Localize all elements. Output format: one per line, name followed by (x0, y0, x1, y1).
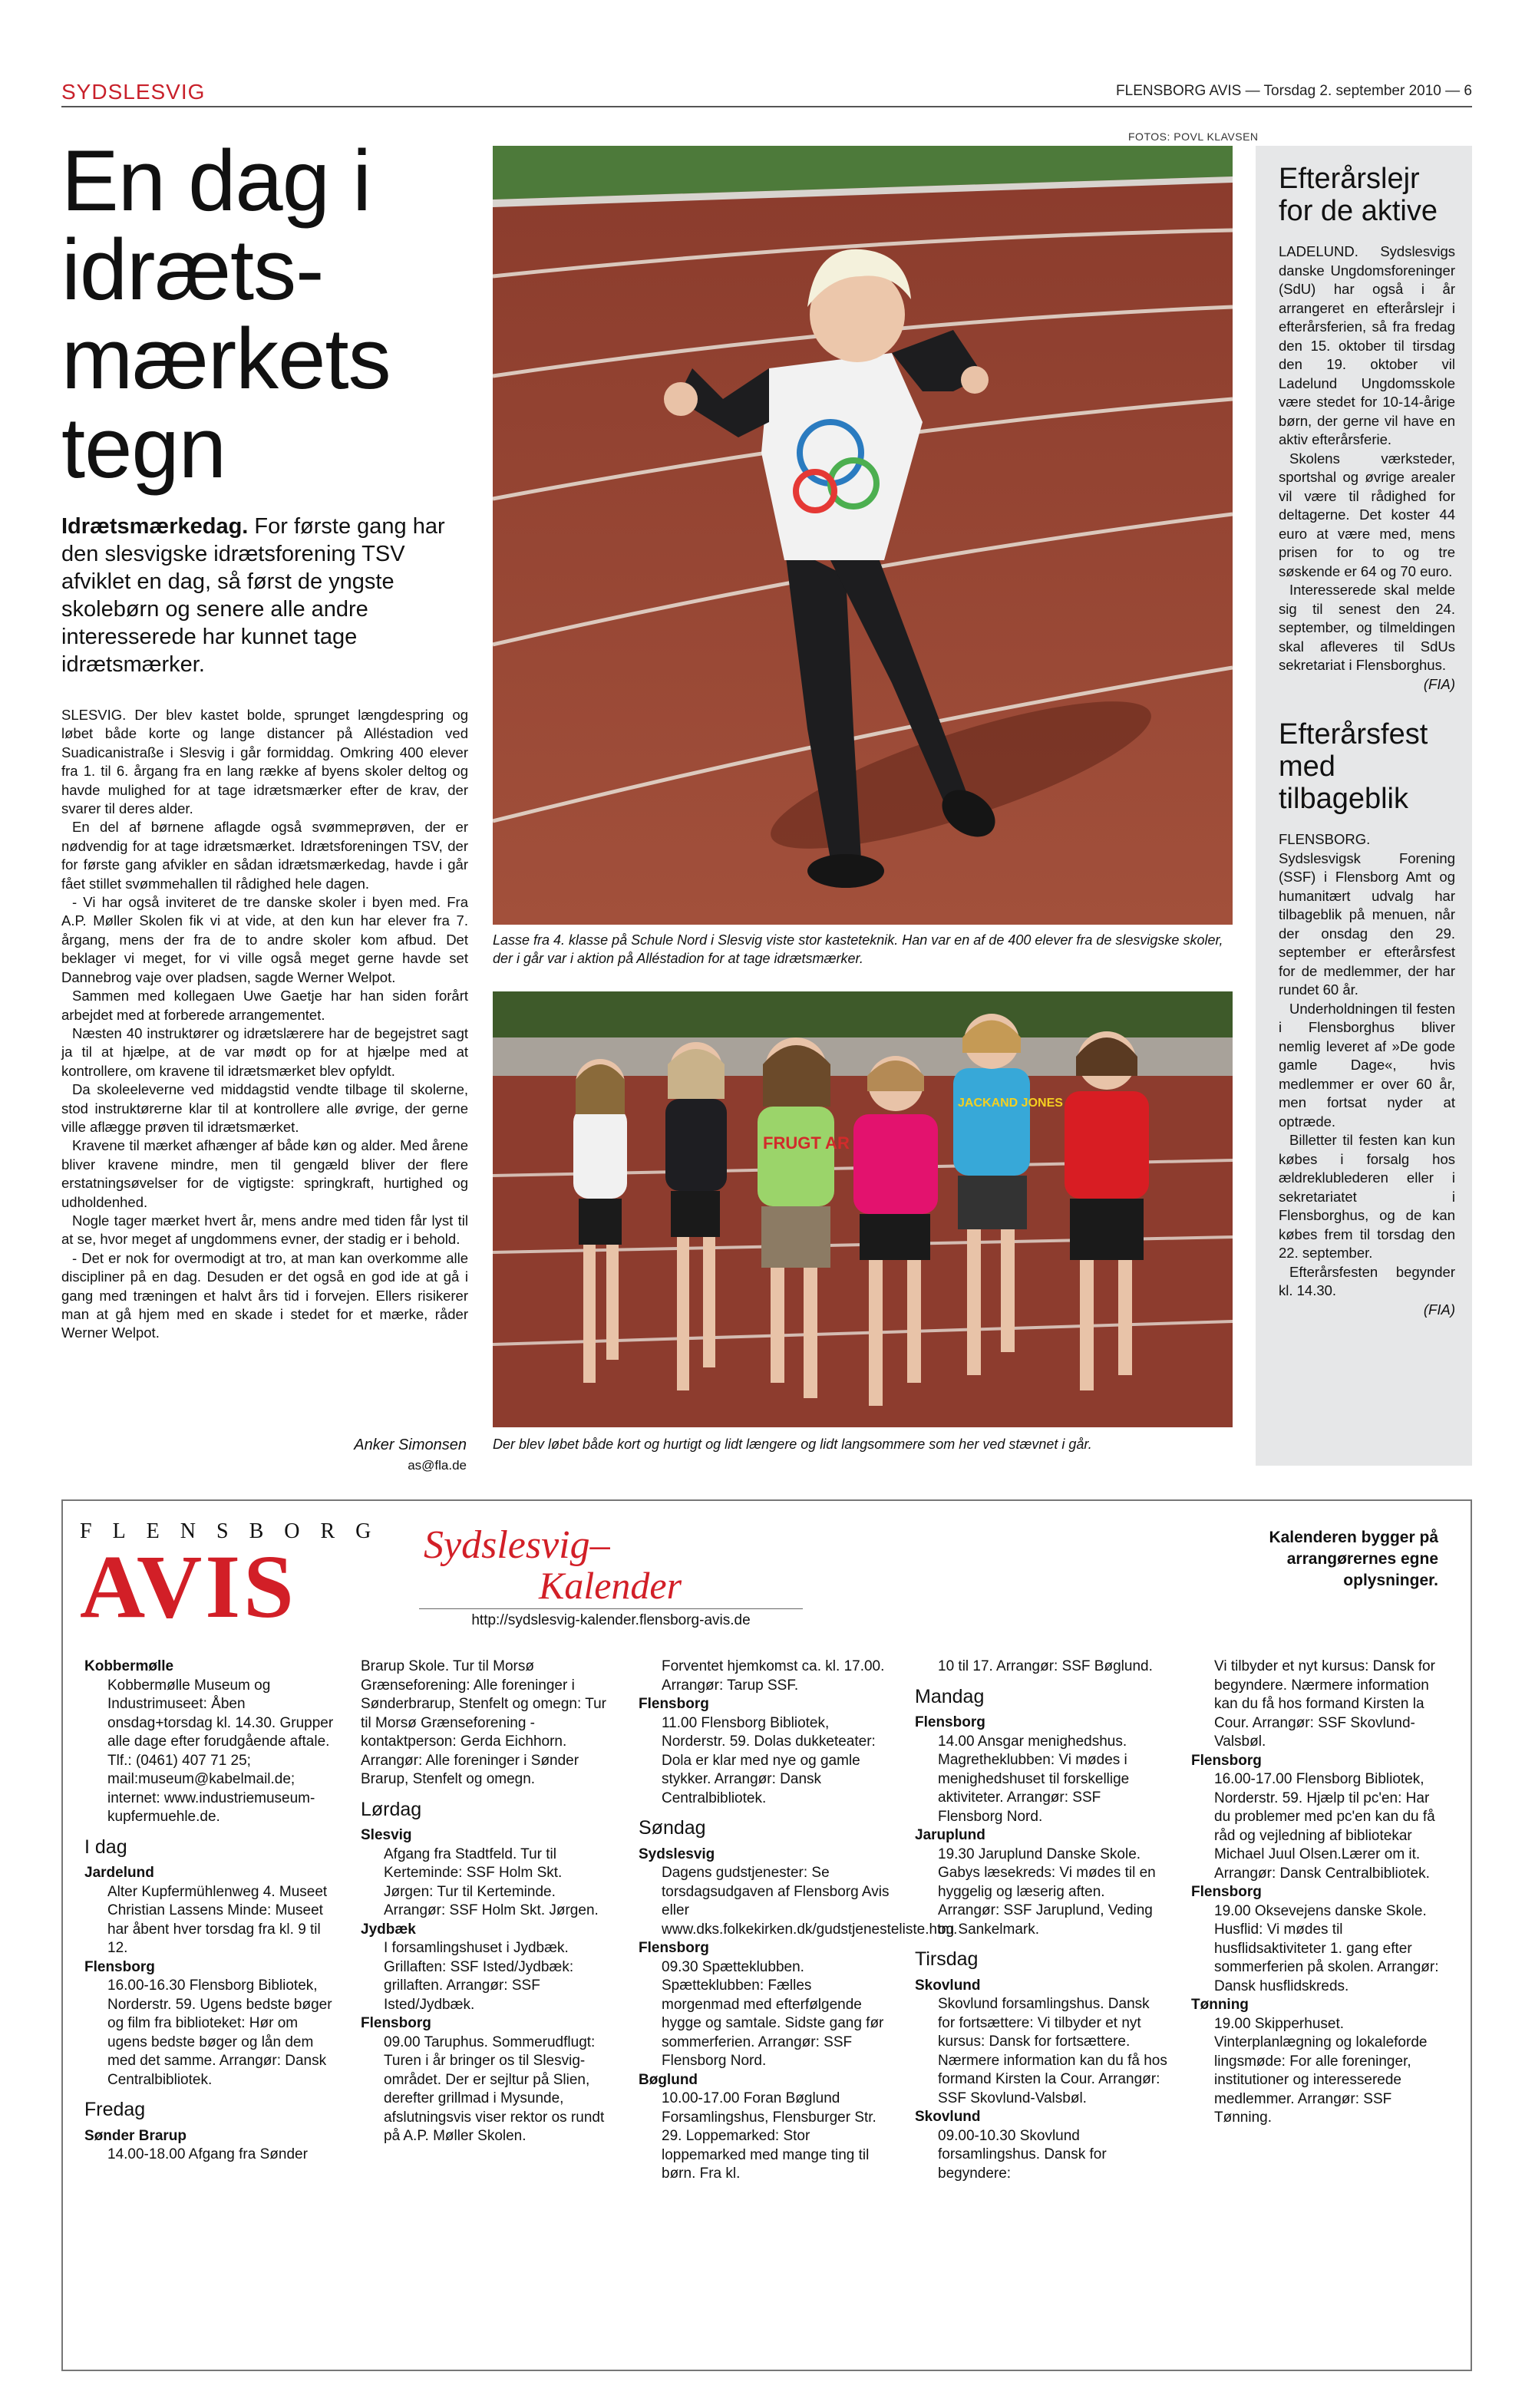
caption-photo-runners: Der blev løbet både kort og hurtigt og lidt længere og lidt langsommere som her ved stævnet i går. (493, 1437, 1092, 1452)
body-paragraph: Nogle tager mærket hvert år, mens andre med tiden får lyst til at se, hvor meget af ungdommens evner, der stadig er i behold. (61, 1212, 468, 1248)
sidebar-sign: (FIA) (1423, 675, 1455, 692)
calendar-day-heading: Lørdag (361, 1798, 422, 1820)
headline (61, 133, 491, 496)
calendar-place: Flensborg (639, 1696, 709, 1712)
calendar-day-heading: Søndag (639, 1817, 706, 1839)
calendar-place: Sønder Brarup (84, 2127, 187, 2144)
calendar-entry: Forventet hjemkomst ca. kl. 17.00. Arrangør: Tarup SSF. (662, 1658, 885, 1694)
calendar-place: Flensborg (915, 1714, 985, 1730)
shirt-text-frugt: FRUGT AR (763, 1133, 850, 1153)
sidebar (1256, 146, 1472, 1466)
calendar-entry: 09.00 Taruphus. Sommerudflugt: Turen i år bringer os til Slesvig-området. Der er sejltur på Slien, derefter grillmad i Mysunde, afslutningsvis viser rektor os rundt på A.P. Møller Skolen. (384, 2034, 605, 2144)
sidebar-story2-body (1279, 830, 1455, 1319)
lead-paragraph (61, 513, 476, 678)
lead-text: For første gang har den slesvigske idrætsforening TSV afviklet en dag, så først de yngste skolebørn og senere alle andre interesserede har kunnet tage idrætsmærker. (61, 514, 445, 677)
body-paragraph: - Vi har også inviteret de tre danske skoler i byen med. Fra A.P. Møller Skolen fik vi at vide, at den kun har elever fra 7. årgang, mens der fra de to andre skoler kom afbud. Det beklager vi meget, for vi ville også meget gerne havde set Dannebrog vaje over pladsen, sagde Werner Welpot. (61, 894, 468, 985)
calendar-entry: 16.00-17.00 Flensborg Bibliotek, Norderstr. 59. Hjælp til pc'en: Har du problemer med pc'en kan du få råd og vejledning af bibliotekar Michael Juul Olsen.Lærer om it. Arrangør: Dansk Centralbibliotek. (1214, 1771, 1435, 1882)
calendar-place: Flensborg (1191, 1752, 1262, 1769)
calendar-day-heading: I dag (84, 1836, 127, 1858)
calendar-note: Kalenderen bygger på arrangørernes egne oplysninger. (1269, 1529, 1438, 1589)
calendar-place: Flensborg (361, 2015, 431, 2031)
calendar-place: Jydbæk (361, 1921, 416, 1938)
calendar-entry: Skovlund forsamlingshus. Dansk for fortsættere: Vi tilbyder et nyt kursus: Dansk for fortsættere. Nærmere information kan du få hos formand Kirsten la Cour. Arrangør: SSF Skovlund-Valsbøl. (938, 1996, 1167, 2106)
sidebar-paragraph: FLENSBORG. Sydslesvigsk Forening (SSF) i Flensborg Amt og humanitært udvalg har tilbageblik på menuen, når der onsdag den 29. september er efterårsfest for de medlemmer, der har rundet 60 år. (1279, 831, 1455, 998)
calendar-place: Flensborg (639, 1940, 709, 1956)
byline-email: as@fla.de (408, 1458, 467, 1473)
sidebar-sign: (FIA) (1423, 1301, 1455, 1318)
calendar-entry: Alter Kupfermühlenweg 4. Museet Christian Lassens Minde: Museet har åbent hver torsdag fra kl. 9 til 12. (107, 1883, 328, 1956)
calendar-url[interactable]: http://sydslesvig-kalender.flensborg-avis.de (419, 1608, 803, 1629)
calendar-entry: 14.00 Ansgar menighedshus. Magretheklubben: Vi mødes i menighedshuset til forskellige aktiviteter. Arrangør: SSF Flensborg Nord. (938, 1733, 1130, 1825)
sidebar-paragraph: Efterårsfesten begynder kl. 14.30. (1279, 1263, 1455, 1298)
byline: Anker Simonsen (354, 1437, 467, 1453)
calendar-column (84, 1658, 338, 2165)
calendar-entry: 10.00-17.00 Foran Bøglund Forsamlingshus, Flensburger Str. 29. Loppemarked: Stor loppemarked med mange ting til børn. Fra kl. (662, 2090, 876, 2182)
sidebar-paragraph: Skolens værksteder, sportshal og øvrige arealer vil være til rådighed for deltagerne. Det koster 44 euro at være med, mens prisen for to og tre søskende er 64 og 70 euro. (1279, 450, 1455, 579)
section-label: SYDSLESVIG (61, 80, 206, 104)
sidebar-paragraph: Interesserede skal melde sig til senest den 24. september, og tilmeldingen skal afleveres til SdUs sekretariat i Flensborghus. (1279, 582, 1455, 673)
body-paragraph: SLESVIG. Der blev kastet bolde, sprunget længdespring og løbet både korte og lange distancer på Alléstadion ved Suadicanistraße i Slesvig i går formiddag. Omkring 400 elever fra 1. til 6. årgang fra en lang række af byens skoler deltog og havde mulighed for at tage idrætsmærker efter de krav, der svarer til deres alder. (61, 707, 468, 817)
calendar-entry: Vi tilbyder et nyt kursus: Dansk for begyndere. Nærmere information kan du få hos formand Kirsten la Cour. Arrangør: SSF Skovlund-Valsbøl. (1214, 1658, 1435, 1750)
calendar-title-part1: Sydslesvig– (424, 1523, 610, 1567)
logo-wordmark-top: FLENSBORG (80, 1519, 392, 1543)
headline-line: En dag i (61, 133, 371, 229)
sidebar-paragraph: Billetter til festen kan kun købes i forsalg hos ældreklublederen eller i sekretariatet i Flensborghus, og de kan købes frem til torsdag den 22. september. (1279, 1132, 1455, 1261)
header-rule (61, 106, 1472, 107)
calendar-place: Bøglund (639, 2071, 698, 2088)
calendar-place: Sydslesvig (639, 1846, 715, 1862)
calendar-entry: Brarup Skole. Tur til Morsø Grænseforening: Alle foreninger i Sønderbrarup, Stenfelt og omegn: Tur til Morsø Grænseforening - kontaktperson: Gerda Eichhorn. Arrangør: Alle foreninger i Sønder Brarup, Stenfelt og omegn. (361, 1658, 607, 1787)
body-paragraph: En del af børnene aflagde også svømmeprøven, der er nødvendig for at tage idrætsmærket. Idrætsforeningen TSV, der for første gang afvikler en sådan idrætsmærkedag, havde i går fået stillet svømmehallen til rådighed hele dagen. (61, 819, 468, 892)
calendar-column (1191, 1658, 1444, 2128)
calendar-entry: 09.00-10.30 Skovlund forsamlingshus. Dansk for begyndere: (938, 2127, 1107, 2182)
sidebar-story1-body (1279, 242, 1455, 694)
sidebar-story2-title: Efterårsfest med tilbageblik (1279, 718, 1428, 815)
lead-kicker: Idrætsmærkedag. (61, 514, 249, 539)
calendar-day-heading: Fredag (84, 2099, 146, 2120)
calendar-column (361, 1658, 614, 2146)
calendar-entry: Dagens gudstjenester: Se torsdagsudgaven af Flensborg Avis eller www.dks.folkekirken.dk/gudstjenesteliste.htm. (662, 1865, 958, 1938)
photo-thrower (493, 146, 1233, 925)
flensborg-avis-logo (80, 1519, 402, 1637)
calendar-entry: 14.00-18.00 Afgang fra Sønder (107, 2146, 308, 2162)
calendar-entry: 19.00 Oksevejens danske Skole. Husflid: Vi mødes til husflidsaktiviteter 1. gang efter sommerferien på skolen. Arrangør: Dansk husflidskreds. (1214, 1902, 1439, 1994)
headline-line: mærkets (61, 311, 391, 407)
photo-credit: FOTOS: POVL KLAVSEN (1128, 130, 1259, 143)
sidebar-paragraph: LADELUND. Sydslesvigs danske Ungdomsforeninger (SdU) har også i år arrangeret en efterårslejr i efterårsferien, så fra fredag den 15. oktober til tirsdag den 19. oktober vil Ladelund Ungdomsskole være stedet for 10-14-årige børn, der gerne vil have en aktiv efterårsferie. (1279, 243, 1455, 447)
article-body (61, 706, 468, 1343)
calendar-entry: 09.30 Spætteklubben. Spætteklubben: Fælles morgenmad med efterfølgende hygge og samtale. Sidste gang før sommerferien. Arrangør: SSF Flensborg Nord. (662, 1958, 884, 2069)
calendar-title-part2: Kalender (539, 1564, 682, 1607)
calendar-place: Slesvig (361, 1827, 412, 1843)
calendar-place: Tønning (1191, 1997, 1249, 2013)
calendar-entry: 19.30 Jaruplund Danske Skole. Gabys læsekreds: Vi mødes til en hyggelig og læserig aften. Arrangør: SSF Jaruplund, Veding og Sankelmark. (938, 1846, 1156, 1938)
calendar-entry: Kobbermølle Museum og Industrimuseet: Åben onsdag+torsdag kl. 14.30. Grupper alle dage efter forudgående aftale. Tlf.: (0461) 407 71 25; mail:museum@kabelmail.de; internet: www.industriemuseum-kupfermuehle.de. (107, 1677, 334, 1825)
shirt-text-jack: JACKAND JONES (958, 1097, 1063, 1110)
photo-runners (493, 991, 1233, 1427)
headline-line: tegn (61, 400, 226, 496)
body-paragraph: Kravene til mærket afhænger af både køn og alder. Med årene bliver kravene mindre, men til gengæld bliver der flere erstatningsøvelser for de vigtigste: springkraft, hurtighed og udholdenhed. (61, 1137, 468, 1210)
calendar-place: Flensborg (1191, 1884, 1262, 1900)
calendar-entry: 19.00 Skipperhuset. Vinterplanlægning og lokaleforde lingsmøde: For alle foreninger, institutioner og interesserede medlemmer. Arrangør: SSF Tønning. (1214, 2015, 1428, 2126)
calendar-place: Flensborg (84, 1958, 155, 1975)
body-paragraph: Sammen med kollegaen Uwe Gaetje har han siden forårt arbejdet med at forberede arrangementet. (61, 988, 468, 1023)
sidebar-paragraph: Underholdningen til festen i Flensborghus bliver nemlig leveret af »De gode gamle Dage«, hvis medlemmer er over 60 år, men fortsat nyder at optræde. (1279, 1000, 1455, 1130)
issue-info: FLENSBORG AVIS — Torsdag 2. september 2010 — 6 (1116, 83, 1472, 99)
calendar-day-heading: Tirsdag (915, 1948, 979, 1970)
calendar-entry: 10 til 17. Arrangør: SSF Bøglund. (938, 1658, 1153, 1674)
calendar-column (915, 1658, 1168, 2183)
calendar-place: Skovlund (915, 2109, 981, 2125)
body-paragraph: Da skoleeleverne ved middagstid vendte tilbage til skolerne, stod instruktørerne klar til at kontrollere alle øvrige, der gerne ville aflægge prøven til idrætsmærket. (61, 1081, 468, 1135)
calendar-entry: Afgang fra Stadtfeld. Tur til Kerteminde: SSF Holm Skt. Jørgen: Tur til Kerteminde. Arrangør: SSF Holm Skt. Jørgen. (384, 1846, 599, 1918)
calendar-entry: I forsamlingshuset i Jydbæk. Grillaften: SSF Isted/Jydbæk: grillaften. Arrangør: SSF Isted/Jydbæk. (384, 1940, 574, 2013)
caption-photo-thrower: Lasse fra 4. klasse på Schule Nord i Slesvig viste stor kasteteknik. Han var en af de 400 elever fra de slesvigske skoler, der i går var i aktion på Alléstadion for at tage idrætsmærker. (493, 932, 1223, 966)
calendar-entry: 16.00-16.30 Flensborg Bibliotek, Norderstr. 59. Ugens bedste bøger og film fra biblioteket: Hør om ugens bedste bøger og lån dem med det samme. Arrangør: Dansk Centralbibliotek. (107, 1978, 332, 2088)
calendar-entry: 11.00 Flensborg Bibliotek, Norderstr. 59. Dolas dukketeater: Dola er klar med nye og gamle stykker. Arrangør: Dansk Centralbibliotek. (662, 1714, 876, 1806)
logo-wordmark-main: AVIS (80, 1536, 297, 1637)
body-paragraph: - Det er nok for overmodigt at tro, at man kan overkomme alle discipliner på en dag. Desuden er det også en god ide at gå i gang med træningen et halvt års tid i forvejen. Ellers risikerer man at gå hjem med en skade i stedet for et mærke, råder Werner Welpot. (61, 1249, 468, 1341)
calendar-place: Jaruplund (915, 1827, 985, 1843)
body-paragraph: Næsten 40 instruktører og idrætslærere har de begejstret sagt ja til at hjælpe, at de var mødt op for at hjælpe med at kontrollere, om kravene til idrætsmærket blev opfyldt. (61, 1024, 468, 1079)
calendar-place: Jardelund (84, 1865, 154, 1881)
sidebar-story1-title: Efterårslejr for de aktive (1279, 163, 1438, 227)
calendar-place: Kobbermølle (84, 1658, 174, 1674)
headline-line: idræts- (61, 222, 324, 318)
calendar-title (424, 1522, 807, 1608)
calendar-place: Skovlund (915, 1977, 981, 1994)
calendar-day-heading: Mandag (915, 1685, 985, 1707)
